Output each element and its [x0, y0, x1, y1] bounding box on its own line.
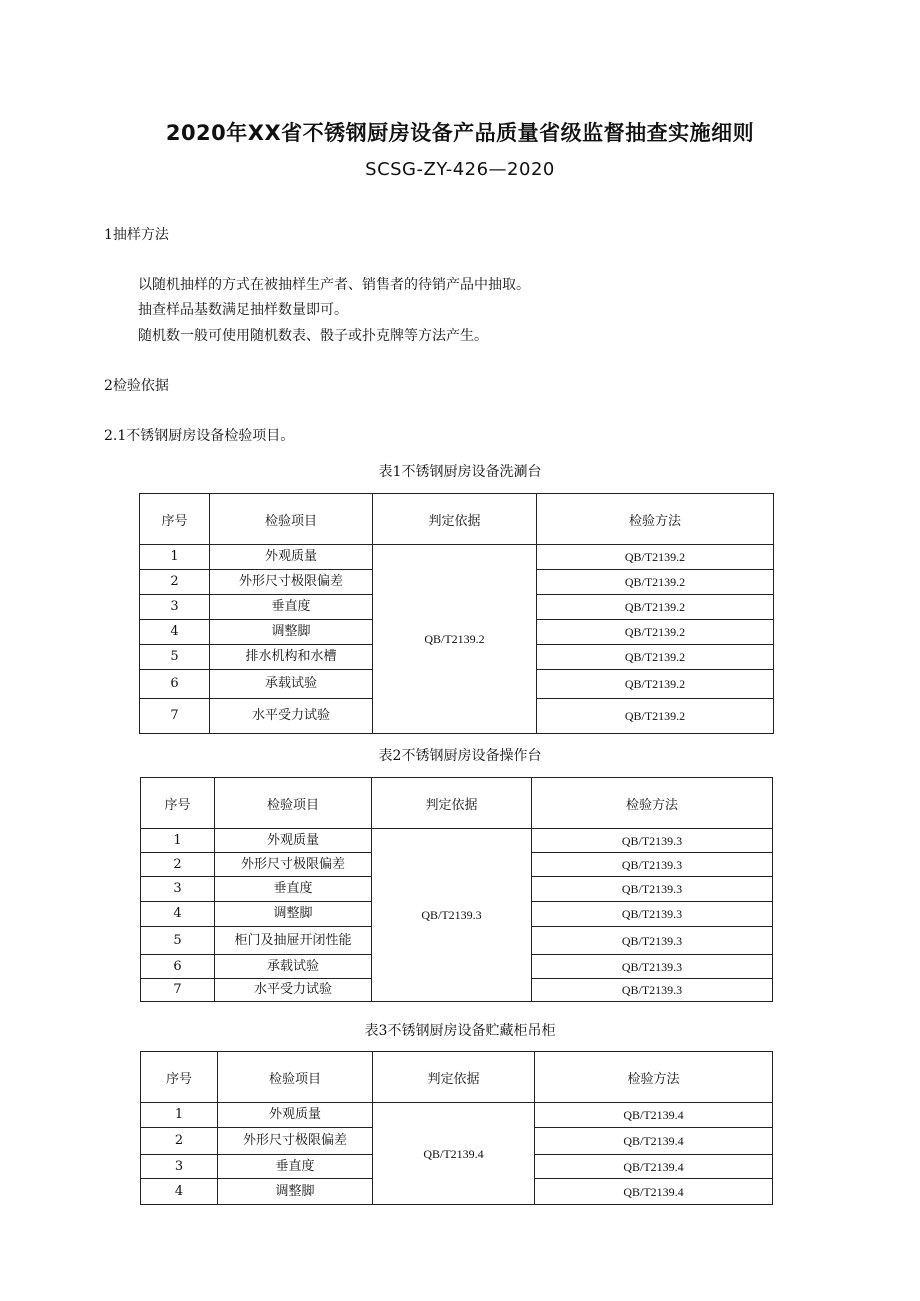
- table-header-row: [141, 1052, 773, 1103]
- document-title: 2020年XX省不锈钢厨房设备产品质量省级监督抽查实施细则: [165, 121, 755, 145]
- row-no: 1: [141, 829, 215, 853]
- row-item: 外观质量: [215, 829, 372, 853]
- row-method: QB/T2139.3: [532, 955, 773, 979]
- row-item: 垂直度: [215, 877, 372, 902]
- header-item: 检验项目: [210, 494, 373, 545]
- row-no: 6: [140, 670, 210, 699]
- row-item: 水平受力试验: [210, 699, 373, 734]
- row-method: QB/T2139.3: [532, 979, 773, 1002]
- section-1-heading: 1抽样方法: [104, 227, 169, 243]
- table-row: [141, 1103, 773, 1128]
- table-header-row: [140, 494, 774, 545]
- document-code: SCSG-ZY-426—2020: [365, 159, 555, 180]
- section-1-line: 抽查样品基数满足抽样数量即可。: [138, 302, 348, 318]
- row-item: 外观质量: [218, 1103, 373, 1128]
- row-no: 1: [140, 545, 210, 570]
- table-1-caption: 表1不锈钢厨房设备洗涮台: [378, 464, 542, 480]
- row-item: 承载试验: [215, 955, 372, 979]
- row-item: 垂直度: [218, 1155, 373, 1179]
- row-no: 7: [141, 979, 215, 1002]
- table-1: [139, 493, 774, 734]
- section-2-1-heading: 2.1不锈钢厨房设备检验项目。: [104, 428, 295, 444]
- header-no: 序号: [141, 1052, 218, 1103]
- row-item: 外形尺寸极限偏差: [210, 570, 373, 595]
- table-3-caption: 表3不锈钢厨房设备贮藏柜吊柜: [364, 1023, 556, 1039]
- header-basis: 判定依据: [373, 1052, 535, 1103]
- row-item: 承载试验: [210, 670, 373, 699]
- row-no: 4: [140, 620, 210, 645]
- row-item: 排水机构和水槽: [210, 645, 373, 670]
- row-method: QB/T2139.2: [537, 595, 774, 620]
- row-no: 2: [140, 570, 210, 595]
- row-no: 4: [141, 902, 215, 927]
- row-method: QB/T2139.2: [537, 570, 774, 595]
- row-method: QB/T2139.3: [532, 902, 773, 927]
- row-method: QB/T2139.3: [532, 877, 773, 902]
- header-no: 序号: [141, 778, 215, 829]
- row-method: QB/T2139.4: [535, 1179, 773, 1205]
- row-basis: QB/T2139.3: [372, 829, 532, 1002]
- row-method: QB/T2139.2: [537, 699, 774, 734]
- header-method: 检验方法: [535, 1052, 773, 1103]
- row-no: 1: [141, 1103, 218, 1128]
- header-item: 检验项目: [218, 1052, 373, 1103]
- section-2-heading: 2检验依据: [104, 378, 169, 394]
- table-2-caption: 表2不锈钢厨房设备操作台: [378, 748, 542, 764]
- row-no: 2: [141, 853, 215, 877]
- section-1-line: 以随机抽样的方式在被抽样生产者、销售者的待销产品中抽取。: [138, 277, 530, 293]
- row-method: QB/T2139.2: [537, 645, 774, 670]
- row-method: QB/T2139.3: [532, 927, 773, 955]
- row-no: 5: [140, 645, 210, 670]
- row-item: 水平受力试验: [215, 979, 372, 1002]
- row-item: 柜门及抽屉开闭性能: [215, 927, 372, 955]
- row-method: QB/T2139.4: [535, 1155, 773, 1179]
- row-no: 4: [141, 1179, 218, 1205]
- table-row: [140, 545, 774, 570]
- row-method: QB/T2139.2: [537, 670, 774, 699]
- row-no: 3: [140, 595, 210, 620]
- table-3: [140, 1051, 773, 1205]
- row-no: 7: [140, 699, 210, 734]
- row-method: QB/T2139.4: [535, 1103, 773, 1128]
- row-method: QB/T2139.4: [535, 1128, 773, 1155]
- row-method: QB/T2139.2: [537, 620, 774, 645]
- header-method: 检验方法: [537, 494, 774, 545]
- table-header-row: [141, 778, 773, 829]
- row-no: 5: [141, 927, 215, 955]
- row-no: 3: [141, 1155, 218, 1179]
- row-item: 调整脚: [218, 1179, 373, 1205]
- header-method: 检验方法: [532, 778, 773, 829]
- row-no: 6: [141, 955, 215, 979]
- table-row: [141, 829, 773, 853]
- header-item: 检验项目: [215, 778, 372, 829]
- row-item: 外形尺寸极限偏差: [218, 1128, 373, 1155]
- header-basis: 判定依据: [373, 494, 537, 545]
- header-no: 序号: [140, 494, 210, 545]
- row-method: QB/T2139.3: [532, 853, 773, 877]
- row-basis: QB/T2139.2: [373, 545, 537, 734]
- row-no: 3: [141, 877, 215, 902]
- row-no: 2: [141, 1128, 218, 1155]
- row-item: 调整脚: [215, 902, 372, 927]
- row-basis: QB/T2139.4: [373, 1103, 535, 1205]
- row-item: 外观质量: [210, 545, 373, 570]
- section-1-line: 随机数一般可使用随机数表、骰子或扑克牌等方法产生。: [138, 328, 488, 344]
- row-item: 调整脚: [210, 620, 373, 645]
- header-basis: 判定依据: [372, 778, 532, 829]
- row-item: 垂直度: [210, 595, 373, 620]
- row-method: QB/T2139.2: [537, 545, 774, 570]
- row-item: 外形尺寸极限偏差: [215, 853, 372, 877]
- table-2: [140, 777, 773, 1002]
- row-method: QB/T2139.3: [532, 829, 773, 853]
